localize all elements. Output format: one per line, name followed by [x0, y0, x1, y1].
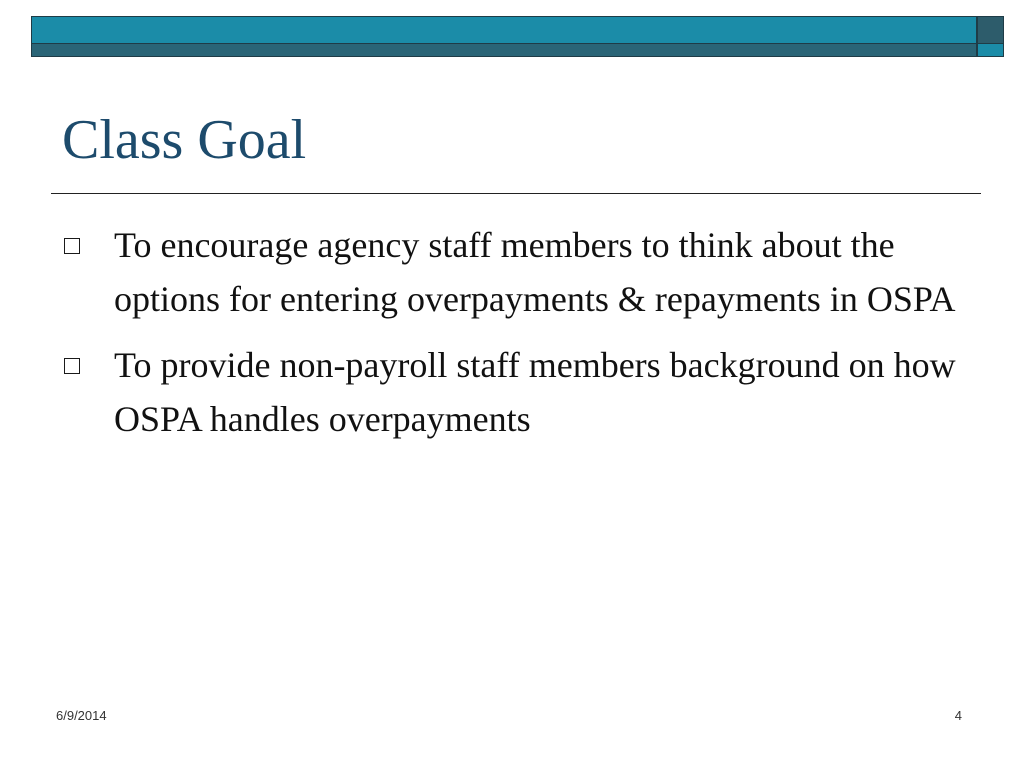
header-bar-bottom-band — [32, 44, 976, 56]
bullet-item — [64, 338, 964, 446]
corner-top-band — [978, 17, 1003, 44]
header-bar-top-band — [32, 17, 976, 44]
title-divider — [51, 193, 981, 194]
square-bullet-icon — [64, 358, 80, 374]
footer-date: 6/9/2014 — [56, 708, 107, 723]
bullet-item — [64, 218, 964, 326]
bullet-text: To encourage agency staff members to think about the options for entering overpayments & repayments in OSPA — [114, 225, 956, 319]
bullet-text: To provide non-payroll staff members background on how OSPA handles overpayments — [114, 345, 956, 439]
corner-bottom-band — [978, 44, 1003, 56]
footer-page-number: 4 — [954, 708, 962, 723]
slide-title: Class Goal — [62, 109, 307, 171]
bullet-list — [64, 218, 964, 458]
header-decorative-bar — [31, 16, 977, 57]
header-corner-block — [977, 16, 1004, 57]
square-bullet-icon — [64, 238, 80, 254]
